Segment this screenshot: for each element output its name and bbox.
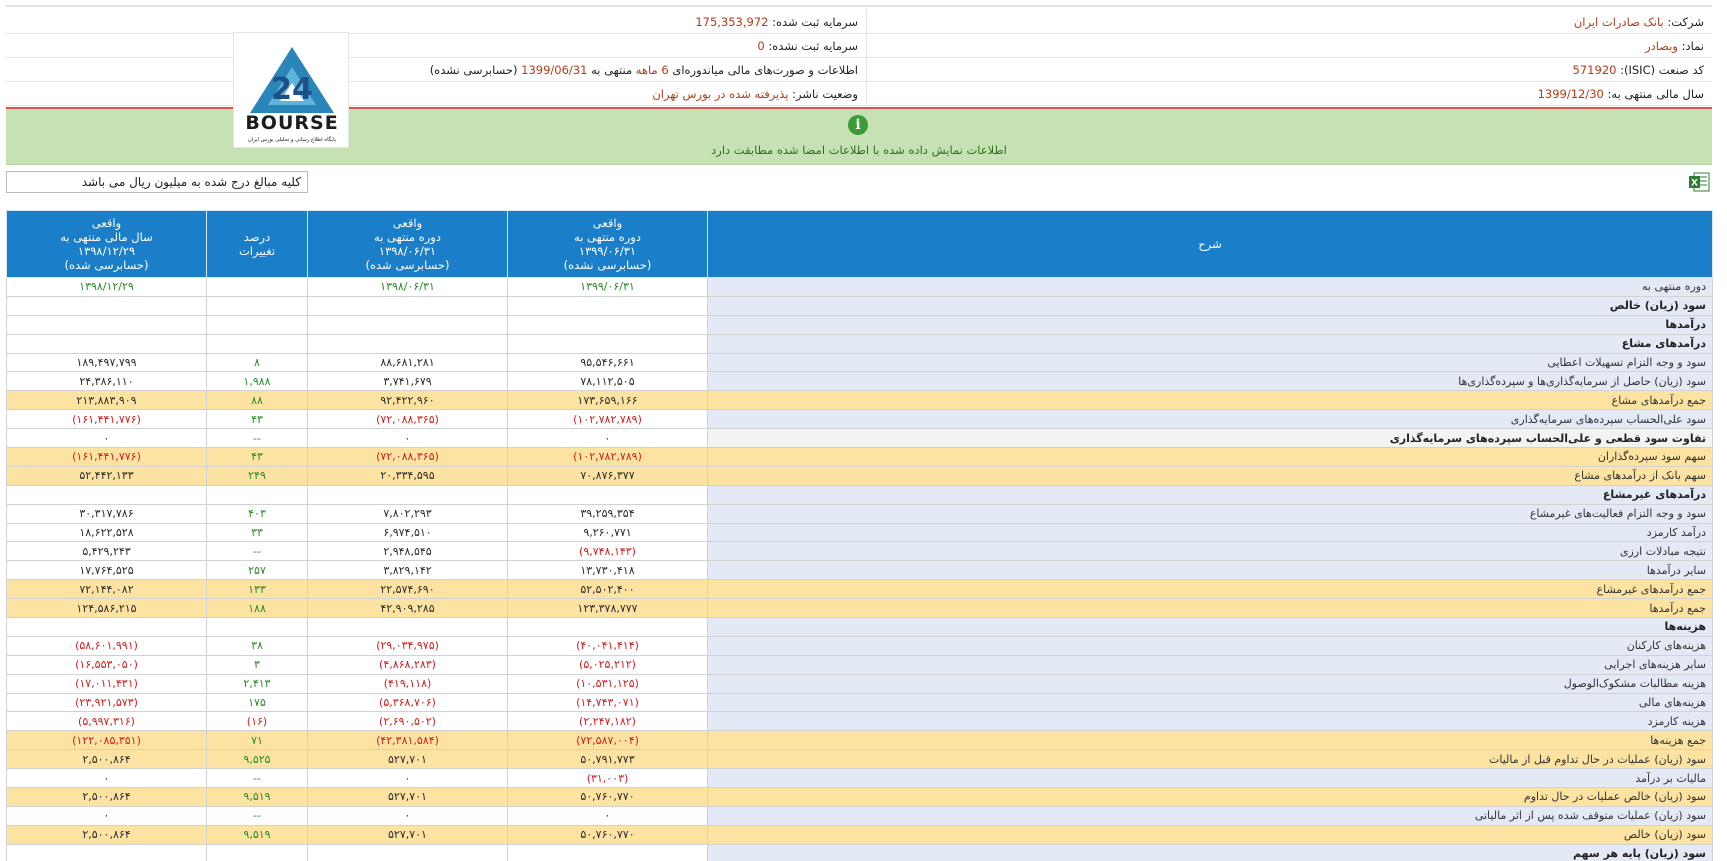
- value-change-percent: ۳۳: [207, 523, 308, 542]
- value-period-1399: ۵۰,۷۶۰,۷۷۰: [508, 788, 708, 807]
- value-change-percent: (۱۶): [207, 712, 308, 731]
- row-description: درآمد کارمزد: [708, 523, 1713, 542]
- svg-text:X: X: [1691, 178, 1698, 189]
- value-fy1398: ۲,۵۰۰,۸۶۴: [7, 825, 207, 844]
- report-title-pre: اطلاعات و صورت‌های مالی میاندوره‌ای: [672, 63, 858, 77]
- value-change-percent: ۱۷۵: [207, 693, 308, 712]
- value-period-1398: (۷۲,۰۸۸,۳۶۵): [308, 448, 508, 467]
- value-change-percent: ۱,۹۸۸: [207, 372, 308, 391]
- value-period-1399: ۹۵,۵۴۶,۶۶۱: [508, 353, 708, 372]
- info-row-1: [6, 10, 1712, 34]
- value-period-1399: (۷۲,۵۸۷,۰۰۴): [508, 731, 708, 750]
- table-row: [7, 315, 1713, 334]
- value-period-1398: ۱۳۹۸/۰۶/۳۱: [308, 278, 508, 297]
- value-period-1398: (۵,۳۶۸,۷۰۶): [308, 693, 508, 712]
- row-description: سود (زیان) پایه هر سهم: [708, 844, 1713, 861]
- company-name[interactable]: بانک صادرات ایران: [1573, 15, 1664, 29]
- row-description: نتیجه مبادلات ارزی: [708, 542, 1713, 561]
- table-row: [7, 769, 1713, 788]
- value-fy1398: (۱۷,۰۱۱,۴۳۱): [7, 674, 207, 693]
- registered-capital-label: سرمایه ثبت شده:: [772, 15, 858, 29]
- value-period-1399: (۱۰۲,۷۸۲,۷۸۹): [508, 410, 708, 429]
- table-row: [7, 674, 1713, 693]
- table-row: [7, 750, 1713, 769]
- table-row: [7, 448, 1713, 467]
- value-period-1398: [308, 296, 508, 315]
- isic-value: 571920: [1572, 63, 1617, 77]
- value-fy1398: ۵۲,۴۴۲,۱۳۳: [7, 466, 207, 485]
- value-change-percent: ۲۵۷: [207, 561, 308, 580]
- value-period-1399: [508, 844, 708, 861]
- value-change-percent: ۳۸: [207, 636, 308, 655]
- value-period-1398: ۷,۸۰۲,۲۹۳: [308, 504, 508, 523]
- logo-brand: BOURSE: [245, 112, 339, 134]
- value-period-1398: ۸۸,۶۸۱,۲۸۱: [308, 353, 508, 372]
- value-fy1398: [7, 296, 207, 315]
- value-period-1398: ۳,۷۴۱,۶۷۹: [308, 372, 508, 391]
- table-row: [7, 278, 1713, 297]
- value-period-1398: (۴۲,۳۸۱,۵۸۴): [308, 731, 508, 750]
- row-description: هزینه کارمزد: [708, 712, 1713, 731]
- header-period-1398: واقعی دوره منتهی به ۱۳۹۸/۰۶/۳۱ (حسابرسی شده): [308, 211, 508, 278]
- value-change-percent: [207, 278, 308, 297]
- table-row: [7, 296, 1713, 315]
- value-period-1398: [308, 485, 508, 504]
- value-period-1399: ۵۰,۷۶۰,۷۷۰: [508, 825, 708, 844]
- row-description: جمع درآمدهای غیرمشاع: [708, 580, 1713, 599]
- value-period-1399: ۵۲,۵۰۲,۴۰۰: [508, 580, 708, 599]
- value-change-percent: ۸: [207, 353, 308, 372]
- value-change-percent: [207, 485, 308, 504]
- value-period-1399: ۱۲۳,۳۷۸,۷۷۷: [508, 599, 708, 618]
- value-period-1398: ۶,۹۷۴,۵۱۰: [308, 523, 508, 542]
- value-change-percent: ۴۳: [207, 448, 308, 467]
- table-row: [7, 599, 1713, 618]
- value-fy1398: ۱۸,۶۲۲,۵۲۸: [7, 523, 207, 542]
- value-period-1399: (۱۰۲,۷۸۲,۷۸۹): [508, 448, 708, 467]
- row-description: سود (زیان) خالص عملیات در حال تداوم: [708, 788, 1713, 807]
- value-period-1398: [308, 315, 508, 334]
- header-description: شرح: [708, 211, 1713, 278]
- table-row: [7, 410, 1713, 429]
- value-change-percent: [207, 618, 308, 637]
- unregistered-capital-value: 0: [757, 39, 765, 53]
- row-description: جمع درآمدها: [708, 599, 1713, 618]
- value-period-1398: ۴۲,۹۰۹,۲۸۵: [308, 599, 508, 618]
- value-period-1398: ۲۲,۵۷۴,۶۹۰: [308, 580, 508, 599]
- report-period: 6 ماهه: [635, 63, 669, 77]
- table-row: [7, 580, 1713, 599]
- row-description: جمع درآمدهای مشاع: [708, 391, 1713, 410]
- row-description: هزینه‌های مالی: [708, 693, 1713, 712]
- table-row: [7, 806, 1713, 825]
- row-description: سود (زیان) خالص: [708, 296, 1713, 315]
- value-change-percent: ۱۸۸: [207, 599, 308, 618]
- row-description: دوره منتهی به: [708, 278, 1713, 297]
- value-period-1398: (۲,۶۹۰,۵۰۲): [308, 712, 508, 731]
- value-change-percent: [207, 315, 308, 334]
- value-fy1398: ۷۲,۱۴۴,۰۸۲: [7, 580, 207, 599]
- fiscal-year-value: 1399/12/30: [1537, 87, 1604, 101]
- company-label: شرکت:: [1667, 15, 1704, 29]
- value-period-1399: (۴۰,۰۴۱,۴۱۴): [508, 636, 708, 655]
- table-body: [7, 278, 1713, 861]
- row-description: سود و وجه التزام تسهیلات اعطایی: [708, 353, 1713, 372]
- value-period-1399: ۵۰,۷۹۱,۷۷۳: [508, 750, 708, 769]
- row-description: سایر درآمدها: [708, 561, 1713, 580]
- row-description: سود (زیان) خالص: [708, 825, 1713, 844]
- value-fy1398: ۰: [7, 806, 207, 825]
- table-row: [7, 731, 1713, 750]
- value-period-1399: ۹,۲۶۰,۷۷۱: [508, 523, 708, 542]
- value-period-1398: ۵۲۷,۷۰۱: [308, 788, 508, 807]
- value-period-1399: (۳۱,۰۰۳): [508, 769, 708, 788]
- table-row: [7, 466, 1713, 485]
- value-fy1398: [7, 618, 207, 637]
- header-change-percent: درصد تغییرات: [207, 211, 308, 278]
- row-description: تفاوت سود قطعی و علی‌الحساب سپرده‌های سرمایه‌گذاری: [708, 429, 1713, 448]
- units-note: کلیه مبالغ درج شده به میلیون ریال می باشد: [6, 171, 308, 193]
- unregistered-capital-label: سرمایه ثبت نشده:: [768, 39, 858, 53]
- publisher-status-label: وضعیت ناشر:: [792, 87, 858, 101]
- row-description: هزینه‌ها: [708, 618, 1713, 637]
- value-period-1399: (۱۴,۷۴۳,۰۷۱): [508, 693, 708, 712]
- value-change-percent: [207, 844, 308, 861]
- value-fy1398: [7, 315, 207, 334]
- row-description: هزینه مطالبات مشکوک‌الوصول: [708, 674, 1713, 693]
- value-period-1398: ۵۲۷,۷۰۱: [308, 825, 508, 844]
- financial-table: [6, 210, 1713, 861]
- value-period-1398: [308, 618, 508, 637]
- value-period-1399: (۱۰,۵۳۱,۱۲۵): [508, 674, 708, 693]
- row-description: سود (زیان) حاصل از سرمایه‌گذاری‌ها و سپرده‌گذاری‌ها: [708, 372, 1713, 391]
- header-fy1398: واقعی سال مالی منتهی به ۱۳۹۸/۱۲/۲۹ (حسابرسی شده): [7, 211, 207, 278]
- value-period-1398: (۲۹,۰۳۴,۹۷۵): [308, 636, 508, 655]
- value-fy1398: ۱۲۴,۵۸۶,۲۱۵: [7, 599, 207, 618]
- value-change-percent: ۳: [207, 655, 308, 674]
- value-period-1399: [508, 315, 708, 334]
- value-period-1399: ۷۰,۸۷۶,۳۷۷: [508, 466, 708, 485]
- value-fy1398: (۱۶۱,۴۴۱,۷۷۶): [7, 410, 207, 429]
- value-period-1399: ۷۸,۱۱۲,۵۰۵: [508, 372, 708, 391]
- value-change-percent: --: [207, 806, 308, 825]
- row-description: جمع هزینه‌ها: [708, 731, 1713, 750]
- row-description: درآمدها: [708, 315, 1713, 334]
- value-fy1398: (۱۲۲,۰۸۵,۳۵۱): [7, 731, 207, 750]
- value-period-1399: [508, 334, 708, 353]
- value-period-1399: (۹,۷۴۸,۱۴۳): [508, 542, 708, 561]
- symbol-value[interactable]: وبصادر: [1645, 39, 1678, 53]
- row-description: هزینه‌های کارکنان: [708, 636, 1713, 655]
- value-change-percent: --: [207, 542, 308, 561]
- value-change-percent: ۹,۵۲۵: [207, 750, 308, 769]
- top-divider: [6, 5, 1712, 7]
- value-period-1399: ۱۳۹۹/۰۶/۳۱: [508, 278, 708, 297]
- value-fy1398: (۵۸,۶۰۱,۹۹۱): [7, 636, 207, 655]
- table-row: [7, 391, 1713, 410]
- registered-capital-value: 175,353,972: [695, 15, 769, 29]
- value-fy1398: ۲۱۳,۸۸۳,۹۰۹: [7, 391, 207, 410]
- row-description: سایر هزینه‌های اجرایی: [708, 655, 1713, 674]
- value-period-1399: ۱۳,۷۳۰,۴۱۸: [508, 561, 708, 580]
- table-row: [7, 788, 1713, 807]
- value-period-1399: ۰: [508, 429, 708, 448]
- table-header-row: [7, 211, 1713, 278]
- table-row: [7, 844, 1713, 861]
- value-change-percent: ۲۴۹: [207, 466, 308, 485]
- row-description: درآمدهای مشاع: [708, 334, 1713, 353]
- row-description: سود و وجه التزام فعالیت‌های غیرمشاع: [708, 504, 1713, 523]
- value-fy1398: [7, 334, 207, 353]
- table-row: [7, 712, 1713, 731]
- value-period-1399: [508, 296, 708, 315]
- value-change-percent: --: [207, 769, 308, 788]
- value-period-1398: ۵۲۷,۷۰۱: [308, 750, 508, 769]
- value-fy1398: ۳۰,۳۱۷,۷۸۶: [7, 504, 207, 523]
- table-row: [7, 485, 1713, 504]
- value-fy1398: ۰: [7, 429, 207, 448]
- value-change-percent: [207, 296, 308, 315]
- table-row: [7, 523, 1713, 542]
- publisher-status-value: پذیرفته شده در بورس تهران: [652, 87, 789, 101]
- value-period-1398: (۷۲,۰۸۸,۳۶۵): [308, 410, 508, 429]
- value-change-percent: ۱۳۳: [207, 580, 308, 599]
- value-fy1398: (۱۶۱,۴۴۱,۷۷۶): [7, 448, 207, 467]
- value-fy1398: (۲۳,۹۲۱,۵۷۳): [7, 693, 207, 712]
- report-title-mid: منتهی به: [591, 63, 633, 77]
- value-fy1398: ۰: [7, 769, 207, 788]
- value-fy1398: (۵,۹۹۷,۳۱۶): [7, 712, 207, 731]
- value-period-1398: ۳,۸۲۹,۱۴۲: [308, 561, 508, 580]
- logo-number: 24: [271, 72, 313, 107]
- row-description: سود (زیان) عملیات در حال تداوم قبل از مالیات: [708, 750, 1713, 769]
- table-row: [7, 655, 1713, 674]
- logo-graphic: [234, 33, 350, 149]
- row-description: سهم بانک از درآمدهای مشاع: [708, 466, 1713, 485]
- value-period-1398: [308, 334, 508, 353]
- table-row: [7, 825, 1713, 844]
- value-fy1398: ۱۸۹,۴۹۷,۷۹۹: [7, 353, 207, 372]
- value-period-1399: [508, 485, 708, 504]
- excel-export-icon[interactable]: [1688, 172, 1710, 192]
- table-row: [7, 693, 1713, 712]
- value-period-1399: ۱۷۳,۶۵۹,۱۶۶: [508, 391, 708, 410]
- isic-label: کد صنعت (ISIC):: [1620, 63, 1704, 77]
- value-period-1398: ۰: [308, 429, 508, 448]
- row-description: درآمدهای غیرمشاع: [708, 485, 1713, 504]
- value-period-1399: [508, 618, 708, 637]
- table-row: [7, 334, 1713, 353]
- value-period-1399: ۰: [508, 806, 708, 825]
- value-change-percent: ۹,۵۱۹: [207, 825, 308, 844]
- value-period-1399: ۳۹,۲۵۹,۳۵۴: [508, 504, 708, 523]
- value-change-percent: ۴۳: [207, 410, 308, 429]
- value-period-1399: (۲,۲۴۷,۱۸۲): [508, 712, 708, 731]
- value-fy1398: [7, 844, 207, 861]
- value-period-1398: ۲,۹۴۸,۵۴۵: [308, 542, 508, 561]
- value-change-percent: ۷۱: [207, 731, 308, 750]
- value-fy1398: ۱۳۹۸/۱۲/۲۹: [7, 278, 207, 297]
- value-period-1398: (۴,۸۶۸,۲۸۳): [308, 655, 508, 674]
- symbol-label: نماد:: [1681, 39, 1704, 53]
- table-row: [7, 542, 1713, 561]
- value-period-1398: ۰: [308, 769, 508, 788]
- value-period-1398: (۴۱۹,۱۱۸): [308, 674, 508, 693]
- report-date: 1399/06/31: [521, 63, 588, 77]
- value-change-percent: [207, 334, 308, 353]
- info-icon: i: [848, 115, 868, 135]
- value-change-percent: --: [207, 429, 308, 448]
- value-change-percent: ۲,۴۱۳: [207, 674, 308, 693]
- row-description: سهم سود سپرده‌گذاران: [708, 448, 1713, 467]
- row-description: سود علی‌الحساب سپرده‌های سرمایه‌گذاری: [708, 410, 1713, 429]
- value-period-1398: ۹۲,۴۲۲,۹۶۰: [308, 391, 508, 410]
- row-description: سود (زیان) عملیات متوقف شده پس از اثر مالیاتی: [708, 806, 1713, 825]
- bourse24-logo[interactable]: [233, 32, 349, 148]
- table-row: [7, 429, 1713, 448]
- value-period-1398: ۰: [308, 806, 508, 825]
- notice-text: اطلاعات نمایش داده شده با اطلاعات امضا شده مطابقت دارد: [711, 143, 1007, 157]
- report-audit-status: (حسابرسی نشده): [429, 63, 518, 77]
- value-period-1398: ۲۰,۳۳۴,۵۹۵: [308, 466, 508, 485]
- value-fy1398: ۲۴,۳۸۶,۱۱۰: [7, 372, 207, 391]
- value-change-percent: ۹,۵۱۹: [207, 788, 308, 807]
- value-period-1398: [308, 844, 508, 861]
- value-fy1398: ۲,۵۰۰,۸۶۴: [7, 750, 207, 769]
- table-row: [7, 561, 1713, 580]
- header-period-1399: واقعی دوره منتهی به ۱۳۹۹/۰۶/۳۱ (حسابرسی نشده): [508, 211, 708, 278]
- table-row: [7, 618, 1713, 637]
- value-fy1398: (۱۶,۵۵۳,۰۵۰): [7, 655, 207, 674]
- row-description: مالیات بر درآمد: [708, 769, 1713, 788]
- table-row: [7, 504, 1713, 523]
- value-change-percent: ۴۰۳: [207, 504, 308, 523]
- value-period-1399: (۵,۰۲۵,۲۱۲): [508, 655, 708, 674]
- value-fy1398: ۲,۵۰۰,۸۶۴: [7, 788, 207, 807]
- value-fy1398: [7, 485, 207, 504]
- table-row: [7, 372, 1713, 391]
- fiscal-year-label: سال مالی منتهی به:: [1607, 87, 1704, 101]
- value-fy1398: ۵,۴۲۹,۲۴۳: [7, 542, 207, 561]
- table-row: [7, 636, 1713, 655]
- logo-subtitle: پایگاه اطلاع رسانی و تحلیلی بورس ایران: [247, 137, 337, 143]
- table-row: [7, 353, 1713, 372]
- value-change-percent: ۸۸: [207, 391, 308, 410]
- value-fy1398: ۱۷,۷۶۴,۵۲۵: [7, 561, 207, 580]
